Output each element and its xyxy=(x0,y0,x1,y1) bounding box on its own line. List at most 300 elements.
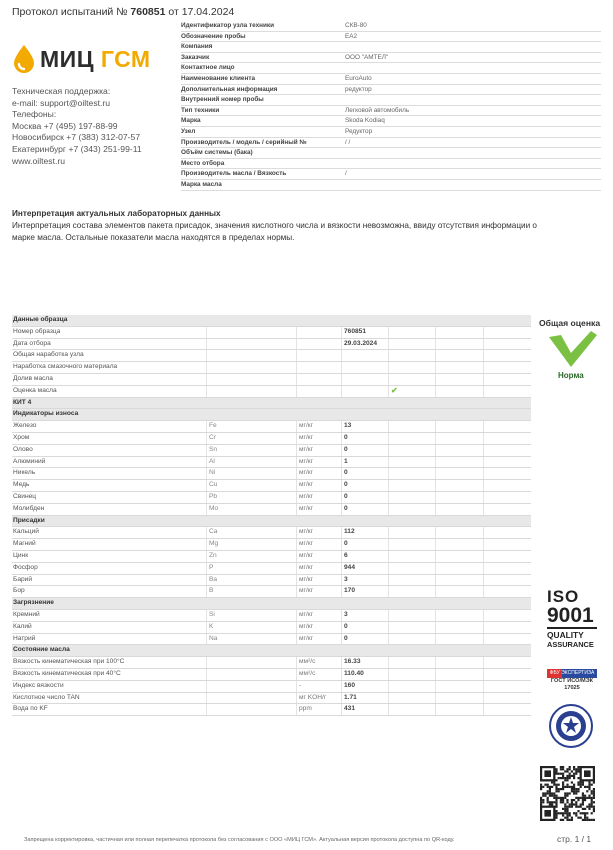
table-row xyxy=(12,327,531,339)
param-value: 112 xyxy=(341,527,388,538)
results-table xyxy=(12,315,531,716)
param-name: Цинк xyxy=(13,551,29,559)
param-value: 160 xyxy=(341,681,388,692)
param-name: Кальций xyxy=(13,528,39,536)
empty-cell xyxy=(388,421,435,432)
info-value xyxy=(345,148,601,158)
empty-cell xyxy=(435,468,483,479)
param-symbol: P xyxy=(206,563,296,574)
param-symbol: Fe xyxy=(206,421,296,432)
param-value: 110.40 xyxy=(341,669,388,680)
empty-cell xyxy=(435,669,483,680)
param-symbol: Sn xyxy=(206,445,296,456)
info-row xyxy=(181,21,601,32)
empty-cell xyxy=(388,350,435,361)
empty-cell xyxy=(483,610,531,621)
empty-cell xyxy=(388,669,435,680)
info-key: Идентификатор узла техники xyxy=(181,22,275,29)
empty-cell xyxy=(388,622,435,633)
param-value: 0 xyxy=(341,433,388,444)
info-key: Место отбора xyxy=(181,159,225,167)
param-unit: мг/кг xyxy=(296,539,341,550)
section-header xyxy=(12,398,531,410)
param-name: Железо xyxy=(13,422,37,430)
empty-cell xyxy=(435,339,483,350)
param-value: 29.03.2024 xyxy=(341,339,388,350)
empty-cell xyxy=(483,362,531,373)
empty-cell xyxy=(483,350,531,361)
empty-cell xyxy=(435,362,483,373)
empty-cell xyxy=(435,634,483,645)
param-symbol: B xyxy=(206,586,296,597)
empty-cell xyxy=(483,563,531,574)
param-symbol xyxy=(206,350,296,361)
info-key: Обозначение пробы xyxy=(181,32,246,40)
empty-cell xyxy=(483,468,531,479)
table-row xyxy=(12,492,531,504)
info-key: Производитель масла / Вязкость xyxy=(181,170,287,178)
empty-cell xyxy=(435,445,483,456)
param-name: Номер образца xyxy=(13,327,61,335)
param-value: 16.33 xyxy=(341,657,388,668)
info-key: Внутренний номер пробы xyxy=(181,96,264,104)
param-symbol: Mo xyxy=(206,504,296,515)
param-value: 760851 xyxy=(341,327,388,338)
empty-cell xyxy=(388,634,435,645)
param-unit: мг/кг xyxy=(296,445,341,456)
param-value: 1.71 xyxy=(341,693,388,704)
param-value: 3 xyxy=(341,610,388,621)
param-symbol: Ca xyxy=(206,527,296,538)
info-key: Заказчик xyxy=(181,53,210,61)
info-row xyxy=(181,127,601,138)
table-row xyxy=(12,468,531,480)
empty-cell xyxy=(435,492,483,503)
iso-assurance: ASSURANCE xyxy=(547,640,594,649)
info-row xyxy=(181,95,601,106)
info-row xyxy=(181,53,601,64)
param-value xyxy=(341,362,388,373)
param-symbol: Ba xyxy=(206,575,296,586)
info-row xyxy=(181,106,601,117)
param-symbol xyxy=(206,704,296,715)
param-unit: мг/кг xyxy=(296,634,341,645)
param-unit: мм²/с xyxy=(296,657,341,668)
gost-text: ГОСТ ИСО/МЭК xyxy=(550,678,594,684)
info-row xyxy=(181,63,601,74)
empty-cell xyxy=(483,657,531,668)
empty-cell xyxy=(435,563,483,574)
empty-cell xyxy=(483,669,531,680)
empty-cell xyxy=(388,492,435,503)
info-key: Тип техники xyxy=(181,106,220,114)
iso-label: ISO xyxy=(547,587,580,606)
info-key: Контактное лицо xyxy=(181,64,235,72)
param-name: Вода по KF xyxy=(13,705,48,713)
empty-cell xyxy=(483,575,531,586)
info-value xyxy=(345,42,601,52)
iso-quality: QUALITY xyxy=(547,630,584,640)
param-unit xyxy=(296,386,341,397)
param-unit: мг/кг xyxy=(296,622,341,633)
param-symbol xyxy=(206,669,296,680)
empty-cell xyxy=(435,586,483,597)
empty-cell xyxy=(483,433,531,444)
param-value: 3 xyxy=(341,575,388,586)
sample-info-table xyxy=(181,21,601,191)
phones-label: Телефоны: xyxy=(12,109,57,120)
info-row xyxy=(181,116,601,127)
info-row xyxy=(181,138,601,149)
param-unit xyxy=(296,362,341,373)
accreditation-seal-icon xyxy=(549,704,593,748)
interpretation-text: Интерпретация состава элементов пакета присадок, значения кислотного числа и вязкости невозможна, ввиду отсутствия информации о марке масла. Остальные показатели масла находятся в пределах нормы. xyxy=(12,221,537,242)
param-value xyxy=(341,350,388,361)
param-unit: - xyxy=(296,681,341,692)
empty-cell xyxy=(435,575,483,586)
section-header xyxy=(12,516,531,528)
table-row xyxy=(12,350,531,362)
param-value: 170 xyxy=(341,586,388,597)
param-symbol: Cu xyxy=(206,480,296,491)
param-unit: мг/кг xyxy=(296,492,341,503)
qr-code-icon[interactable] xyxy=(539,757,595,823)
param-unit: мг/кг xyxy=(296,504,341,515)
info-key: Марка xyxy=(181,117,201,125)
param-value: 944 xyxy=(341,563,388,574)
param-symbol: Zn xyxy=(206,551,296,562)
iso-9001-badge xyxy=(547,588,597,649)
empty-cell xyxy=(388,693,435,704)
empty-cell xyxy=(388,457,435,468)
section-header xyxy=(12,315,531,327)
empty-cell xyxy=(435,539,483,550)
info-value: / xyxy=(345,170,347,178)
empty-cell xyxy=(483,634,531,645)
empty-cell xyxy=(388,468,435,479)
param-symbol: Pb xyxy=(206,492,296,503)
info-value: СКВ-80 xyxy=(345,22,367,29)
interpretation-title: Интерпретация актуальных лабораторных данных xyxy=(12,209,221,218)
param-name: Барий xyxy=(13,575,33,583)
footer-disclaimer: Запрещена корректировка, частичная или полная перепечатка протокола без согласования с ООО «МИЦ ГСМ». Актуальная версия протокола доступна по QR-коду. xyxy=(24,837,455,843)
empty-cell xyxy=(483,327,531,338)
info-value xyxy=(345,159,601,169)
table-row xyxy=(12,457,531,469)
empty-cell xyxy=(435,327,483,338)
param-unit: мг/кг xyxy=(296,586,341,597)
info-key: Объём системы (бака) xyxy=(181,149,253,157)
info-value xyxy=(345,63,601,73)
table-row xyxy=(12,551,531,563)
empty-cell xyxy=(435,421,483,432)
empty-cell xyxy=(483,445,531,456)
info-row xyxy=(181,42,601,53)
param-unit: мг KOH/г xyxy=(296,693,341,704)
contact-block xyxy=(12,86,142,167)
overall-rating-label: Общая оценка xyxy=(539,318,601,328)
gost-accreditation-badge xyxy=(547,669,597,692)
section-header xyxy=(12,409,531,421)
info-key: Узел xyxy=(181,127,196,135)
table-row xyxy=(12,433,531,445)
checkmark-icon: ✔ xyxy=(391,385,398,395)
empty-cell xyxy=(435,681,483,692)
empty-cell xyxy=(388,681,435,692)
table-row xyxy=(12,610,531,622)
info-row xyxy=(181,159,601,170)
param-value: 0 xyxy=(341,492,388,503)
param-name: Общая наработка узла xyxy=(13,351,84,359)
param-unit: мг/кг xyxy=(296,575,341,586)
table-row xyxy=(12,563,531,575)
empty-cell xyxy=(388,563,435,574)
param-name: Натрий xyxy=(13,634,36,642)
empty-cell xyxy=(483,681,531,692)
empty-cell xyxy=(435,657,483,668)
table-row xyxy=(12,504,531,516)
param-symbol xyxy=(206,681,296,692)
param-value: 0 xyxy=(341,468,388,479)
section-title: Состояние масла xyxy=(13,646,70,654)
table-row xyxy=(12,445,531,457)
checkmark-icon xyxy=(547,331,599,367)
table-row xyxy=(12,374,531,386)
param-unit xyxy=(296,327,341,338)
param-name: Медь xyxy=(13,481,30,489)
info-row xyxy=(181,85,601,96)
info-value xyxy=(345,95,601,105)
param-unit: мг/кг xyxy=(296,433,341,444)
empty-cell xyxy=(388,504,435,515)
table-row xyxy=(12,362,531,374)
info-row xyxy=(181,74,601,85)
info-row xyxy=(181,148,601,159)
param-symbol xyxy=(206,327,296,338)
overall-rating-status: Норма xyxy=(558,371,584,380)
empty-cell xyxy=(388,480,435,491)
table-row xyxy=(12,386,531,398)
param-unit: мг/кг xyxy=(296,468,341,479)
protocol-title: Протокол испытаний № 760851 от 17.04.2024 xyxy=(12,6,235,18)
empty-cell xyxy=(388,386,435,397)
section-header xyxy=(12,598,531,610)
section-title: КИТ 4 xyxy=(13,398,32,406)
empty-cell xyxy=(388,433,435,444)
param-value: 0 xyxy=(341,622,388,633)
empty-cell xyxy=(435,433,483,444)
company-logo: МИЦ ГСМ xyxy=(12,44,172,74)
info-value: Skoda Kodiaq xyxy=(345,117,385,125)
param-name: Калий xyxy=(13,622,32,630)
param-value: 0 xyxy=(341,504,388,515)
param-name: Бор xyxy=(13,587,25,595)
empty-cell xyxy=(483,457,531,468)
info-value xyxy=(345,180,601,190)
info-value: Редуктор xyxy=(345,127,373,135)
param-unit: мг/кг xyxy=(296,551,341,562)
empty-cell xyxy=(483,421,531,432)
param-symbol: Ni xyxy=(206,468,296,479)
param-value: 13 xyxy=(341,421,388,432)
table-row xyxy=(12,704,531,716)
website-link[interactable]: www.oiltest.ru xyxy=(12,155,66,166)
table-row xyxy=(12,421,531,433)
param-unit: мг/кг xyxy=(296,457,341,468)
empty-cell xyxy=(388,374,435,385)
empty-cell xyxy=(483,504,531,515)
param-unit: мг/кг xyxy=(296,527,341,538)
table-row xyxy=(12,339,531,351)
info-row xyxy=(181,169,601,180)
empty-cell xyxy=(483,339,531,350)
table-row xyxy=(12,527,531,539)
empty-cell xyxy=(435,704,483,715)
param-name: Долив масла xyxy=(13,374,53,382)
info-row xyxy=(181,32,601,43)
gost-flag: ФБУ ЭКСПЕРТИЗА xyxy=(547,669,597,678)
table-row xyxy=(12,669,531,681)
empty-cell xyxy=(483,386,531,397)
param-name: Никель xyxy=(13,469,36,477)
page-number: стр. 1 / 1 xyxy=(557,834,592,844)
param-value: 1 xyxy=(341,457,388,468)
param-name: Магний xyxy=(13,540,36,548)
param-value xyxy=(341,386,388,397)
phone-moscow: Москва +7 (495) 197-88-99 xyxy=(12,120,118,131)
empty-cell xyxy=(388,339,435,350)
support-label: Техническая поддержка: xyxy=(12,86,111,96)
param-unit: мм²/с xyxy=(296,669,341,680)
section-header xyxy=(12,645,531,657)
table-row xyxy=(12,693,531,705)
param-name: Молибден xyxy=(13,504,45,512)
empty-cell xyxy=(483,527,531,538)
table-row xyxy=(12,622,531,634)
info-key: Наименование клиента xyxy=(181,74,256,82)
param-name: Наработка смазочного материала xyxy=(13,363,118,371)
param-name: Оценка масла xyxy=(13,386,57,394)
empty-cell xyxy=(435,386,483,397)
empty-cell xyxy=(483,693,531,704)
info-key: Марка масла xyxy=(181,180,222,188)
param-symbol: Mg xyxy=(206,539,296,550)
empty-cell xyxy=(483,480,531,491)
param-name: Олово xyxy=(13,445,33,453)
empty-cell xyxy=(435,551,483,562)
info-key: Компания xyxy=(181,43,213,51)
param-unit: мг/кг xyxy=(296,480,341,491)
param-symbol xyxy=(206,657,296,668)
param-value: 0 xyxy=(341,634,388,645)
param-unit xyxy=(296,339,341,350)
iso-number: 9001 xyxy=(547,604,594,627)
empty-cell xyxy=(435,350,483,361)
param-symbol: Cr xyxy=(206,433,296,444)
param-value: 0 xyxy=(341,445,388,456)
param-unit xyxy=(296,374,341,385)
drop-icon xyxy=(12,44,36,74)
param-symbol: K xyxy=(206,622,296,633)
empty-cell xyxy=(435,504,483,515)
empty-cell xyxy=(435,610,483,621)
info-value: EuroAuto xyxy=(345,74,372,82)
section-title: Индикаторы износа xyxy=(13,410,79,418)
param-name: Фосфор xyxy=(13,563,38,571)
empty-cell xyxy=(388,610,435,621)
empty-cell xyxy=(483,586,531,597)
empty-cell xyxy=(435,622,483,633)
info-row xyxy=(181,180,601,191)
param-name: Свинец xyxy=(13,492,37,500)
param-name: Хром xyxy=(13,433,30,441)
empty-cell xyxy=(435,693,483,704)
param-unit: мг/кг xyxy=(296,421,341,432)
protocol-number: 760851 xyxy=(130,6,166,18)
param-symbol: Si xyxy=(206,610,296,621)
empty-cell xyxy=(388,704,435,715)
info-key: Дополнительная информация xyxy=(181,85,278,93)
table-row xyxy=(12,575,531,587)
empty-cell xyxy=(435,527,483,538)
support-email[interactable]: e-mail: support@oiltest.ru xyxy=(12,97,111,108)
empty-cell xyxy=(483,374,531,385)
param-value: 431 xyxy=(341,704,388,715)
param-symbol xyxy=(206,374,296,385)
table-row xyxy=(12,634,531,646)
info-value: EA2 xyxy=(345,32,358,40)
param-symbol xyxy=(206,362,296,373)
phone-novosibirsk: Новосибирск +7 (383) 312-07-57 xyxy=(12,132,141,143)
table-row xyxy=(12,480,531,492)
empty-cell xyxy=(388,539,435,550)
empty-cell xyxy=(388,327,435,338)
param-value: 0 xyxy=(341,539,388,550)
param-name: Алюминий xyxy=(13,457,46,465)
empty-cell xyxy=(483,539,531,550)
param-name: Вязкость кинематическая при 40°C xyxy=(13,669,121,677)
table-row xyxy=(12,586,531,598)
info-key: Производитель / модель / серийный № xyxy=(181,138,307,146)
empty-cell xyxy=(388,551,435,562)
empty-cell xyxy=(388,586,435,597)
param-unit: мг/кг xyxy=(296,610,341,621)
empty-cell xyxy=(388,575,435,586)
param-unit: мг/кг xyxy=(296,563,341,574)
section-title: Присадки xyxy=(13,516,45,524)
param-symbol xyxy=(206,693,296,704)
param-name: Кремний xyxy=(13,610,40,618)
table-row xyxy=(12,539,531,551)
empty-cell xyxy=(483,551,531,562)
param-name: Индекс вязкости xyxy=(13,681,64,689)
param-value: 0 xyxy=(341,480,388,491)
param-value xyxy=(341,374,388,385)
table-row xyxy=(12,681,531,693)
param-symbol xyxy=(206,339,296,350)
param-unit xyxy=(296,350,341,361)
empty-cell xyxy=(388,445,435,456)
empty-cell xyxy=(435,480,483,491)
param-symbol xyxy=(206,386,296,397)
info-value: Легковой автомобиль xyxy=(345,106,410,114)
info-value: / / xyxy=(345,138,351,146)
table-row xyxy=(12,657,531,669)
param-name: Вязкость кинематическая при 100°C xyxy=(13,658,125,666)
phone-ekaterinburg: Екатеринбург +7 (343) 251-99-11 xyxy=(12,143,142,154)
param-unit: ppm xyxy=(296,704,341,715)
empty-cell xyxy=(483,492,531,503)
